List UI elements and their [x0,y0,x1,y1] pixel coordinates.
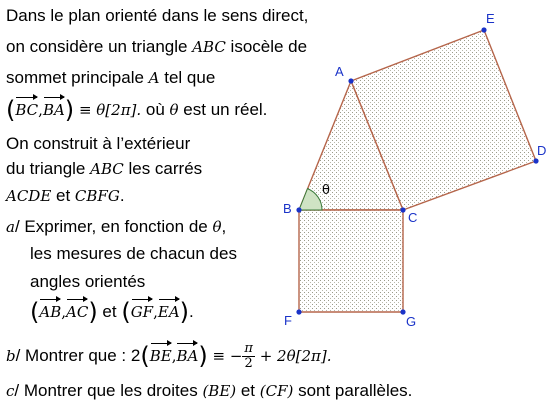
angle-theta-label: θ [322,183,330,198]
point-b [296,207,301,212]
label-e: E [486,11,495,26]
question-c: c/ Montrer que les droites (BE) et (CF) sont parallèles. [6,381,413,400]
statement-line-3: sommet principale A tel que [6,68,216,87]
question-a-line-2: les mesures de chacun des [30,244,237,263]
point-g [400,309,405,314]
question-a-line-4: (AB,AC) et (GF,EA). [30,298,194,326]
point-f [296,309,301,314]
point-d [533,158,538,163]
label-b: B [283,201,292,216]
pi-over-two: $\frac{\pi}{2}$ [244,341,253,371]
statement-line-1: Dans le plan orienté dans le sens direct, [6,6,309,25]
point-e [481,27,486,32]
question-b: b/ Montrer que : 2(BE,BA) ≡ − $\frac{\pi}{2}$ + 2θ[2π]. [6,341,332,371]
square-cbfg [299,210,403,312]
question-a-line-3: angles orientés [30,272,146,291]
point-c [400,207,405,212]
question-a-line-1: a/ Exprimer, en fonction de θ, [6,217,227,236]
label-f: F [284,313,292,328]
label-d: D [537,143,547,158]
statement-line-6: du triangle ABC les carrés [6,159,203,178]
statement-line-7: ACDE et CBFG. [6,186,125,205]
label-g: G [406,314,417,329]
statement-line-4: (BC,BA) ≡ θ[2π]. où θ est un réel. [6,96,268,124]
statement-line-2: on considère un triangle ABC isocèle de [6,37,308,56]
statement-line-5: On construit à l’extérieur [6,134,191,153]
point-a [348,78,353,83]
label-c: C [408,210,418,225]
label-a: A [335,64,344,79]
